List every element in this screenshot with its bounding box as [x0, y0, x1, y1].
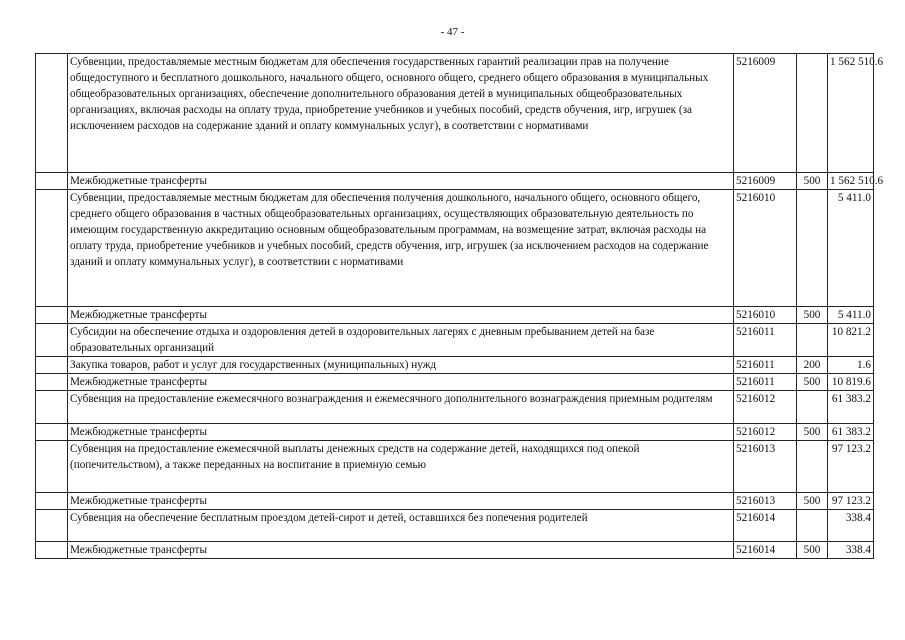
table-row	[36, 54, 874, 173]
table-row	[36, 190, 874, 307]
row-code: 5216011	[734, 357, 797, 374]
row-sum: 61 383.2	[828, 391, 874, 424]
row-name: Межбюджетные трансферты	[68, 542, 734, 559]
row-type: 500	[797, 493, 828, 510]
row-type	[797, 391, 828, 424]
row-sum: 5 411.0	[828, 307, 874, 324]
row-number-cell	[36, 510, 68, 542]
row-number-cell	[36, 542, 68, 559]
row-type	[797, 190, 828, 307]
row-name: Субвенции, предоставляемые местным бюджетам для обеспечения получения дошкольного, начального общего, основного общего, среднего общего образования в частных общеобразовательных организациях, осуществляющих образовательную деятельность по имеющим государственную аккредитацию основным общеобразовательным программам, на возмещение затрат, включая расходы на оплату труда, приобретение учебников и учебных пособий, средств обучения, игр, игрушек (за исключением расходов на содержание зданий и оплату коммунальных услуг), в соответствии с нормативами	[68, 190, 734, 307]
row-name: Субвенции, предоставляемые местным бюджетам для обеспечения государственных гарантий реализации прав на получение общедоступного и бесплатного дошкольного, начального общего, основного общего, среднего общего образования в муниципальных общеобразовательных организациях, обеспечение дополнительного образования детей в муниципальных общеобразовательных организациях, включая расходы на оплату труда, приобретение учебников и учебных пособий, средств обучения, игр, игрушек (за исключением расходов на содержание зданий и оплату коммунальных услуг), в соответствии с нормативами	[68, 54, 734, 173]
row-name: Межбюджетные трансферты	[68, 307, 734, 324]
table-row	[36, 542, 874, 559]
row-code: 5216014	[734, 542, 797, 559]
row-number-cell	[36, 190, 68, 307]
row-name: Закупка товаров, работ и услуг для государственных (муниципальных) нужд	[68, 357, 734, 374]
row-name: Субсидии на обеспечение отдыха и оздоровления детей в оздоровительных лагерях с дневным пребыванием детей на базе образовательных организаций	[68, 324, 734, 357]
row-sum: 97 123.2	[828, 441, 874, 493]
table-row	[36, 357, 874, 374]
row-code: 5216014	[734, 510, 797, 542]
row-code: 5216010	[734, 307, 797, 324]
row-code: 5216011	[734, 374, 797, 391]
row-type: 500	[797, 374, 828, 391]
row-sum: 338.4	[828, 542, 874, 559]
row-sum: 1 562 510.6	[828, 54, 874, 173]
row-number-cell	[36, 307, 68, 324]
row-type: 200	[797, 357, 828, 374]
table-row	[36, 173, 874, 190]
table-row	[36, 424, 874, 441]
row-number-cell	[36, 441, 68, 493]
page-number: - 47 -	[440, 26, 465, 38]
row-sum: 5 411.0	[828, 190, 874, 307]
table-row	[36, 510, 874, 542]
row-type: 500	[797, 307, 828, 324]
row-sum: 1.6	[828, 357, 874, 374]
table-row	[36, 324, 874, 357]
row-number-cell	[36, 424, 68, 441]
row-code: 5216009	[734, 173, 797, 190]
row-code: 5216010	[734, 190, 797, 307]
row-name: Межбюджетные трансферты	[68, 424, 734, 441]
row-name: Межбюджетные трансферты	[68, 493, 734, 510]
table-row	[36, 493, 874, 510]
row-name: Субвенция на предоставление ежемесячной выплаты денежных средств на содержание детей, находящихся под опекой (попечительством), а также переданных на воспитание в приемную семью	[68, 441, 734, 493]
row-code: 5216009	[734, 54, 797, 173]
row-type: 500	[797, 173, 828, 190]
row-sum: 97 123.2	[828, 493, 874, 510]
table-row	[36, 374, 874, 391]
row-type: 500	[797, 424, 828, 441]
row-number-cell	[36, 173, 68, 190]
row-name: Субвенция на предоставление ежемесячного вознаграждения и ежемесячного дополнительного вознаграждения приемным родителям	[68, 391, 734, 424]
row-type	[797, 324, 828, 357]
row-sum: 10 821.2	[828, 324, 874, 357]
row-number-cell	[36, 391, 68, 424]
row-type	[797, 441, 828, 493]
row-number-cell	[36, 493, 68, 510]
row-number-cell	[36, 357, 68, 374]
row-sum: 338.4	[828, 510, 874, 542]
row-sum: 1 562 510.6	[828, 173, 874, 190]
row-sum: 10 819.6	[828, 374, 874, 391]
row-code: 5216012	[734, 424, 797, 441]
row-name: Субвенция на обеспечение бесплатным проездом детей-сирот и детей, оставшихся без попечения родителей	[68, 510, 734, 542]
row-number-cell	[36, 54, 68, 173]
row-sum: 61 383.2	[828, 424, 874, 441]
row-code: 5216013	[734, 441, 797, 493]
row-code: 5216013	[734, 493, 797, 510]
budget-table	[35, 53, 884, 559]
row-type	[797, 54, 828, 173]
row-number-cell	[36, 374, 68, 391]
row-name: Межбюджетные трансферты	[68, 374, 734, 391]
row-name: Межбюджетные трансферты	[68, 173, 734, 190]
row-code: 5216011	[734, 324, 797, 357]
row-type	[797, 510, 828, 542]
table-row	[36, 391, 874, 424]
row-number-cell	[36, 324, 68, 357]
table-row	[36, 441, 874, 493]
row-type: 500	[797, 542, 828, 559]
table-row	[36, 307, 874, 324]
row-code: 5216012	[734, 391, 797, 424]
